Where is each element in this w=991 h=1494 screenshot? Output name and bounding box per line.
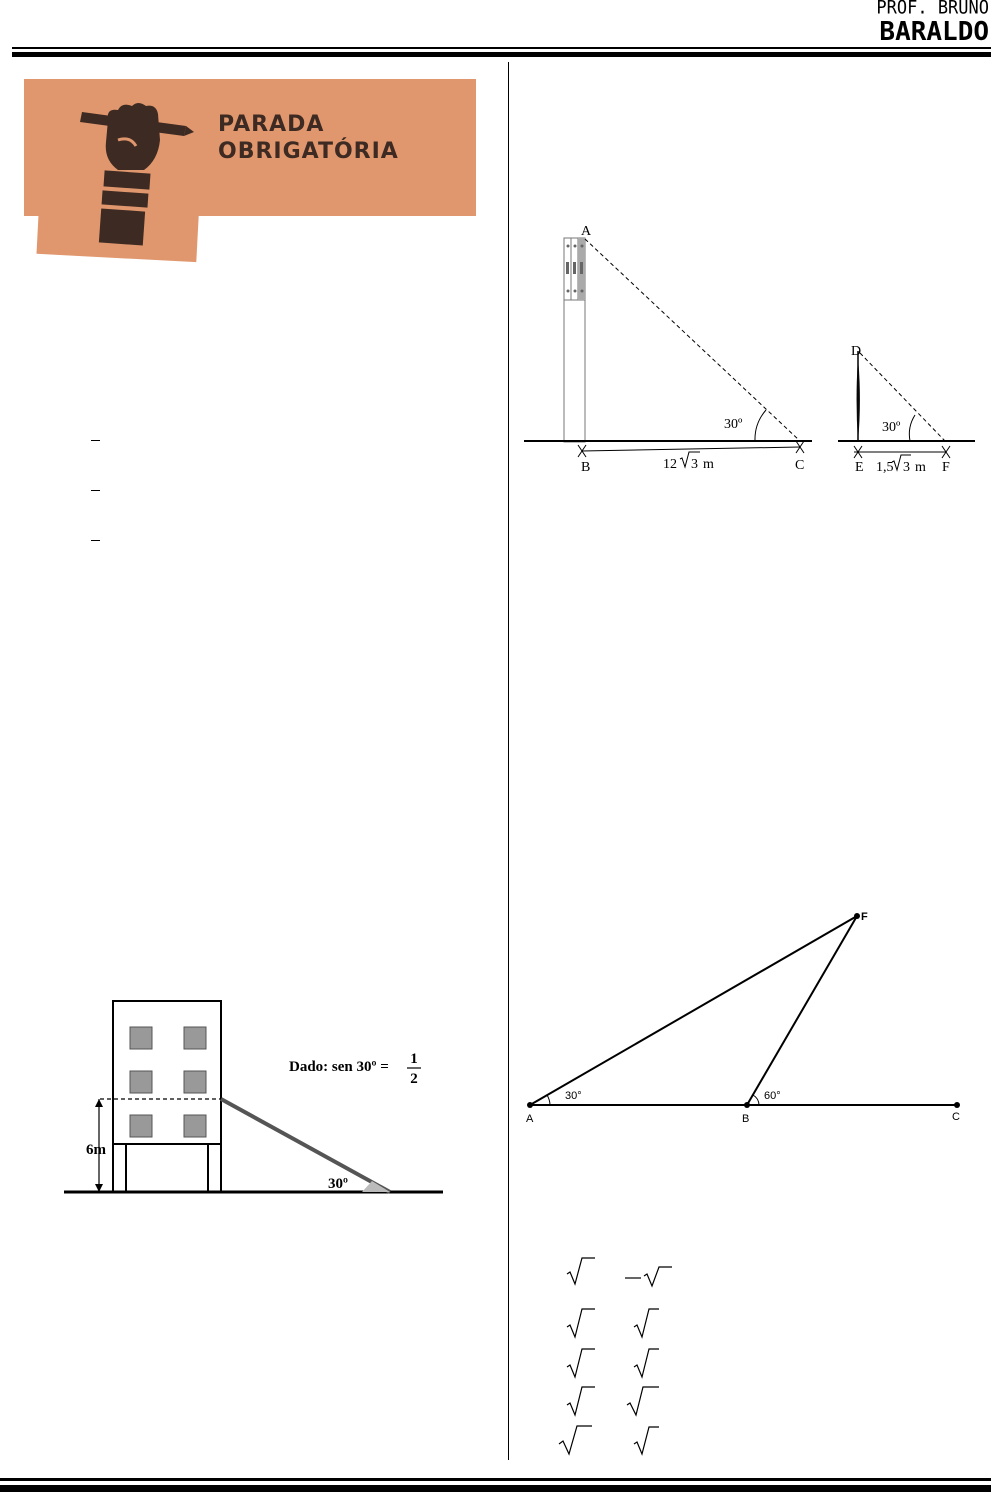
column-divider bbox=[508, 62, 509, 1460]
option-marker bbox=[91, 490, 100, 491]
radical-icon bbox=[567, 1309, 595, 1337]
label-d: D bbox=[851, 344, 862, 359]
given-label: Dado: sen 30º = bbox=[289, 1059, 389, 1075]
angle-a-label: 30° bbox=[565, 1090, 582, 1102]
ramp-line bbox=[221, 1099, 390, 1192]
base-right-unit: m bbox=[915, 460, 926, 475]
footer-rule-thick bbox=[0, 1485, 991, 1492]
radical-icon bbox=[567, 1387, 595, 1415]
base-left-number: 12 bbox=[663, 457, 677, 472]
banner-title-line-2: OBRIGATÓRIA bbox=[218, 139, 399, 164]
label-a: A bbox=[526, 1113, 534, 1125]
radical-icon bbox=[634, 1427, 659, 1454]
angle-right-label: 30º bbox=[882, 420, 901, 435]
option-marker bbox=[91, 540, 100, 541]
radical-icon bbox=[559, 1426, 592, 1454]
banner-title bbox=[218, 111, 399, 165]
banner-title-line-1: PARADA bbox=[218, 112, 325, 137]
label-a: A bbox=[581, 224, 592, 239]
shadow-triangles-figure bbox=[518, 222, 980, 480]
label-b: B bbox=[742, 1113, 750, 1125]
header-rule-thick bbox=[12, 52, 991, 57]
given-denominator: 2 bbox=[410, 1071, 418, 1087]
fist-pencil-icon bbox=[78, 100, 198, 248]
given-numerator: 1 bbox=[410, 1051, 418, 1067]
label-b: B bbox=[581, 460, 591, 475]
radical-icon bbox=[644, 1267, 672, 1286]
brand-line-2: BARALDO bbox=[879, 17, 989, 47]
building-ramp-figure bbox=[60, 995, 450, 1200]
angle-label: 30º bbox=[328, 1176, 348, 1192]
base-left-unit: m bbox=[703, 457, 714, 472]
angle-left-label: 30º bbox=[724, 417, 743, 432]
brand-line-1: PROF. BRUNO bbox=[876, 0, 989, 19]
triangle-figure bbox=[520, 905, 970, 1130]
label-c: C bbox=[795, 458, 805, 473]
footer-rule-thin bbox=[0, 1478, 991, 1481]
base-left-radicand: 3 bbox=[691, 457, 698, 472]
radical-icon bbox=[634, 1349, 659, 1377]
height-label: 6m bbox=[86, 1142, 106, 1158]
base-right-radicand: 3 bbox=[903, 460, 910, 475]
answer-radicals bbox=[555, 1250, 685, 1460]
label-c: C bbox=[952, 1111, 960, 1123]
radical-icon bbox=[627, 1387, 659, 1415]
radical-icon bbox=[567, 1258, 595, 1284]
radical-icon bbox=[634, 1309, 659, 1337]
option-marker bbox=[91, 440, 100, 441]
radical-icon bbox=[567, 1349, 595, 1377]
label-f: F bbox=[942, 460, 950, 475]
base-right-number: 1,5 bbox=[876, 460, 894, 475]
brand-logo bbox=[876, 0, 989, 45]
angle-b-label: 60° bbox=[764, 1090, 781, 1102]
header-rule-thin bbox=[12, 47, 991, 49]
label-f: F bbox=[861, 911, 868, 923]
label-e: E bbox=[855, 460, 864, 475]
